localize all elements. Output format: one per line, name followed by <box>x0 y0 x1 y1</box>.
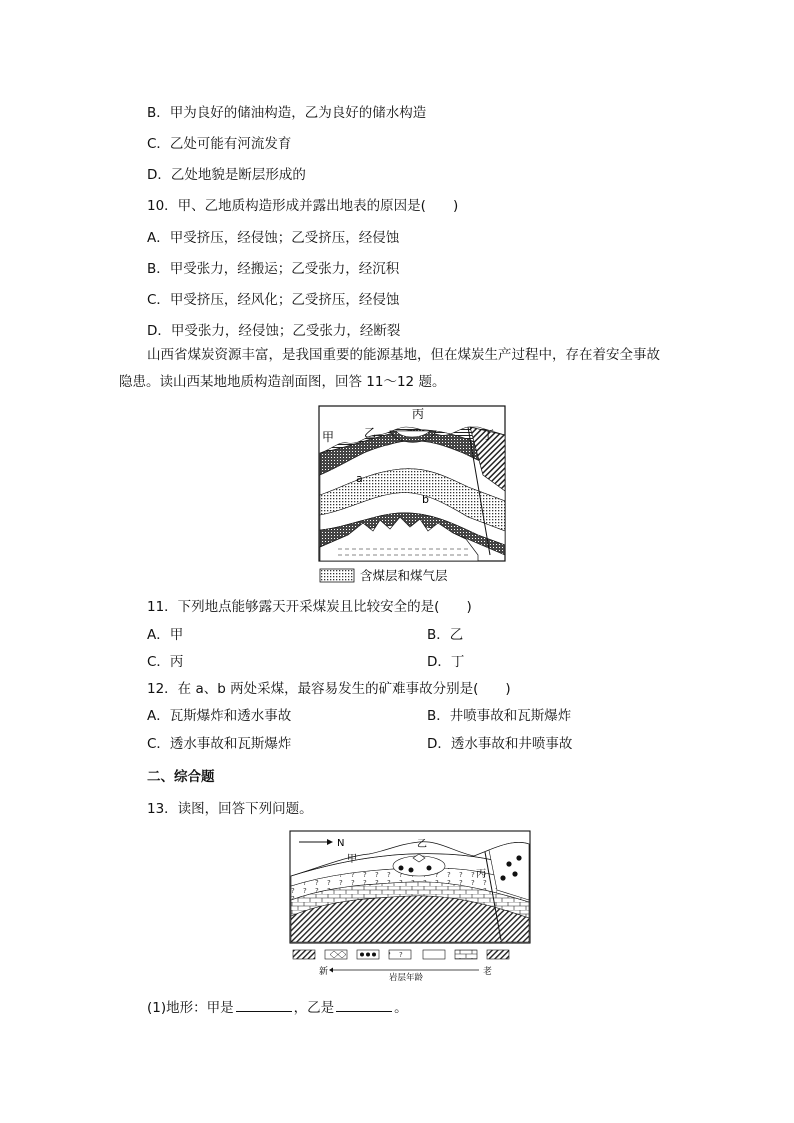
legend-box-2 <box>325 950 347 959</box>
answer-blank-yi[interactable] <box>336 998 392 1012</box>
legend-box-7 <box>487 950 509 959</box>
legend-box-6 <box>455 950 477 959</box>
q13-sub1-end: 。 <box>394 1000 408 1016</box>
legend-old: 老 <box>483 967 493 977</box>
geologic-section-figure-2 <box>289 830 533 982</box>
q11-option-d: D．丁 <box>427 654 465 670</box>
legend-box-5 <box>423 950 445 959</box>
q9-option-b: B．甲为良好的储油构造，乙为良好的储水构造 <box>147 105 427 121</box>
figure2-label-yi: 乙 <box>417 839 427 850</box>
q11-option-c: C．丙 <box>147 654 184 670</box>
q10-option-d: D．甲受张力，经侵蚀；乙受张力，经断裂 <box>147 323 401 339</box>
q12-option-d: D．透水事故和井喷事故 <box>427 736 573 752</box>
legend-box-4 <box>389 950 411 959</box>
q12-stem: 12．在 a、b 两处采煤，最容易发生的矿难事故分别是( ) <box>147 681 511 697</box>
q12-option-c: C．透水事故和瓦斯爆炸 <box>147 736 292 752</box>
q9-option-d: D．乙处地貌是断层形成的 <box>147 167 306 183</box>
figure1-label-a: a <box>356 472 363 485</box>
geologic-section-figure-1 <box>318 405 506 587</box>
q10-option-b: B．甲受张力，经搬运；乙受张力，经沉积 <box>147 261 400 277</box>
q10-option-a: A．甲受挤压，经侵蚀；乙受挤压，经侵蚀 <box>147 230 400 246</box>
figure2-label-jia: 甲 <box>347 854 357 865</box>
q13-sub1-prefix: (1)地形：甲是 <box>147 1000 234 1016</box>
q11-stem: 11．下列地点能够露天开采煤炭且比较安全的是( ) <box>147 599 472 615</box>
q10-option-c: C．甲受挤压，经风化；乙受挤压，经侵蚀 <box>147 292 400 308</box>
legend-new: 新 <box>319 967 329 977</box>
figure1-label-b: b <box>422 493 429 506</box>
passage-line-2: 隐患。读山西某地地质构造剖面图，回答 11～12 题。 <box>119 374 446 390</box>
section-title-comprehensive: 二、综合题 <box>147 769 215 785</box>
figure1-legend: 含煤层和煤气层 <box>360 568 448 583</box>
q13-stem: 13．读图，回答下列问题。 <box>147 801 313 817</box>
legend-age-title: 岩层年龄 <box>389 973 424 982</box>
q9-option-c: C．乙处可能有河流发育 <box>147 136 292 152</box>
figure1-label-bing: 丙 <box>412 407 425 421</box>
q12-option-a: A．瓦斯爆炸和透水事故 <box>147 708 292 724</box>
north-label: N <box>337 838 345 849</box>
figure1-label-yi: 乙 <box>364 426 377 440</box>
figure1-label-ding: 丁 <box>482 428 495 442</box>
q11-option-b: B．乙 <box>427 627 464 643</box>
legend-box-1 <box>293 950 315 959</box>
q13-sub1 <box>147 998 408 1017</box>
legend-swatch-coal <box>320 569 354 582</box>
q10-stem: 10．甲、乙地质构造形成并露出地表的原因是( ) <box>147 198 459 214</box>
q13-sub1-mid: ，乙是 <box>293 1000 335 1016</box>
figure2-label-bing: 丙 <box>476 869 486 880</box>
q11-option-a: A．甲 <box>147 627 184 643</box>
figure1-label-jia: 甲 <box>322 430 335 444</box>
q12-option-b: B．井喷事故和瓦斯爆炸 <box>427 708 572 724</box>
passage-line-1: 山西省煤炭资源丰富，是我国重要的能源基地，但在煤炭生产过程中，存在着安全事故 <box>147 347 660 363</box>
answer-blank-jia[interactable] <box>236 998 292 1012</box>
